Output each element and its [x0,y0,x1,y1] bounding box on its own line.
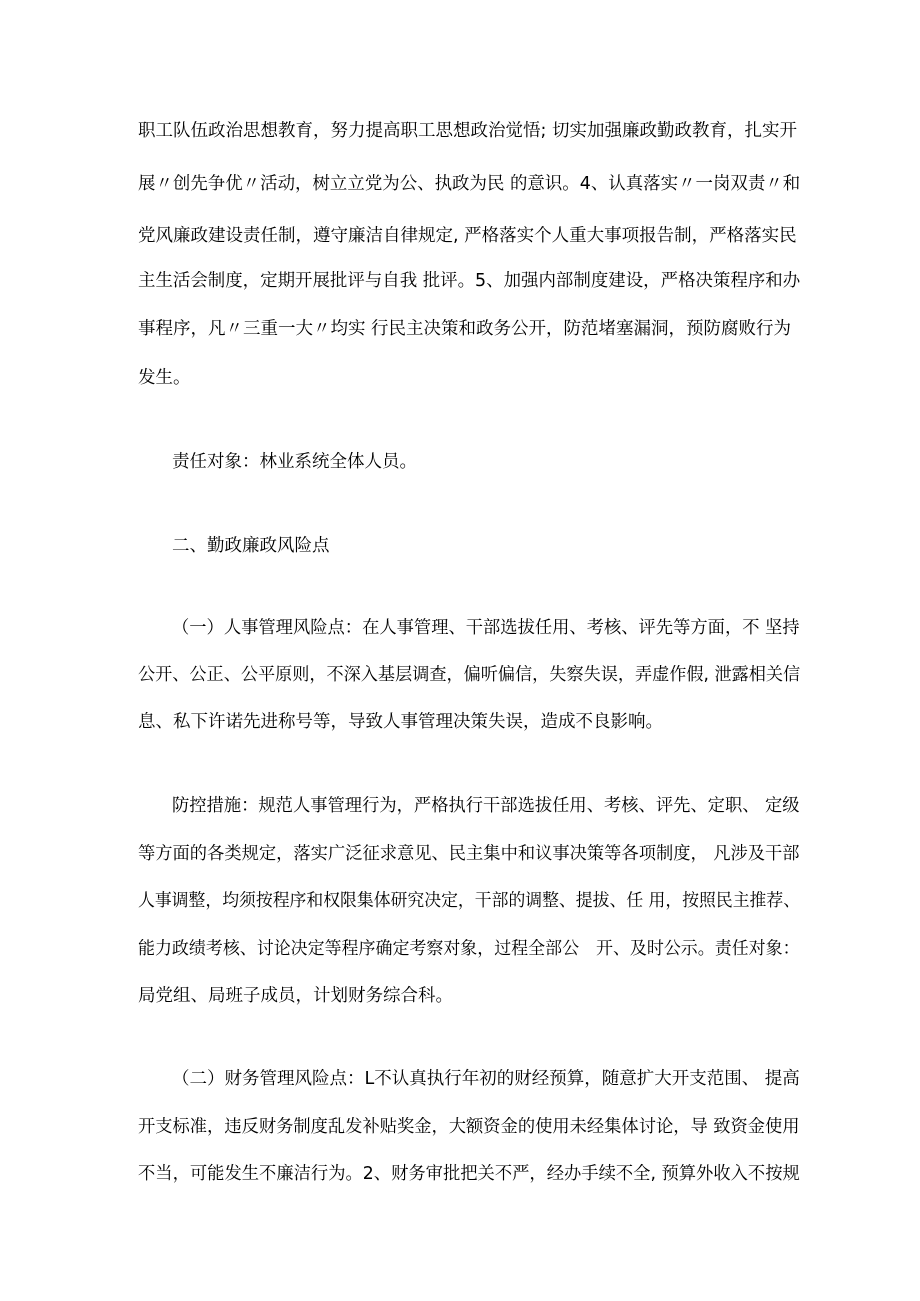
paragraph-line: 公开、公正、公平原则，不深入基层调查，偏听偏信，失察失误，弄虚作假, 泄露相关信 [138,665,801,685]
paragraph-line: （二）财务管理风险点：L不认真执行年初的财经预算，随意扩大开支范围、 提高 [172,1069,800,1089]
paragraph-line: 息、私下许诺先进称号等，导致人事管理决策失误，造成不良影响。 [138,712,663,732]
paragraph-line: 职工队伍政治思想教育，努力提高职工思想政治觉悟; 切实加强廉政勤政教育，扎实开 [138,121,797,141]
paragraph-line: 不当，可能发生不廉洁行为。2、财务审批把关不严，经办手续不全, 预算外收入不按规 [138,1164,800,1184]
paragraph-line: 主生活会制度，定期开展批评与自我 批评。5、加强内部制度建设，严格决策程序和办 [138,271,801,291]
paragraph-line: 事程序，凡〃三重一大〃均实 行民主决策和政务公开，防范堵塞漏洞，预防腐败行为 [138,319,792,339]
paragraph-line: 等方面的各类规定，落实广泛征求意见、民主集中和议事决策等各项制度， 凡涉及干部 [138,844,800,864]
paragraph-line: （一）人事管理风险点：在人事管理、干部选拔任用、考核、评先等方面，不 坚持 [172,618,800,638]
paragraph-line: 局党组、局班子成员，计划财务综合科。 [138,986,453,1006]
paragraph-line: 防控措施：规范人事管理行为，严格执行干部选拔任用、考核、评先、定职、 定级 [172,796,800,816]
paragraph-line: 人事调整，均须按程序和权限集体研究决定，干部的调整、提拔、任 用，按照民主推荐、 [138,891,801,911]
paragraph-line: 开支标准，违反财务制度乱发补贴奖金，大额资金的使用未经集体讨论，导 致资金使用 [138,1117,800,1137]
paragraph-line: 党风廉政建设责任制，遵守廉洁自律规定, 严格落实个人重大事项报告制，严格落实民 [138,226,797,246]
paragraph-line: 能力政绩考核、讨论决定等程序确定考察对象，过程全部公 开、及时公示。责任对象： [138,939,800,959]
paragraph-line: 展〃创先争优〃活动，树立立党为公、执政为民 的意识。4、认真落实〃一岗双责〃和 [138,174,801,194]
section-heading: 二、勤政廉政风险点 [172,536,330,556]
paragraph-line: 发生。 [138,368,191,388]
responsibility-line: 责任对象：林业系统全体人员。 [172,452,417,472]
